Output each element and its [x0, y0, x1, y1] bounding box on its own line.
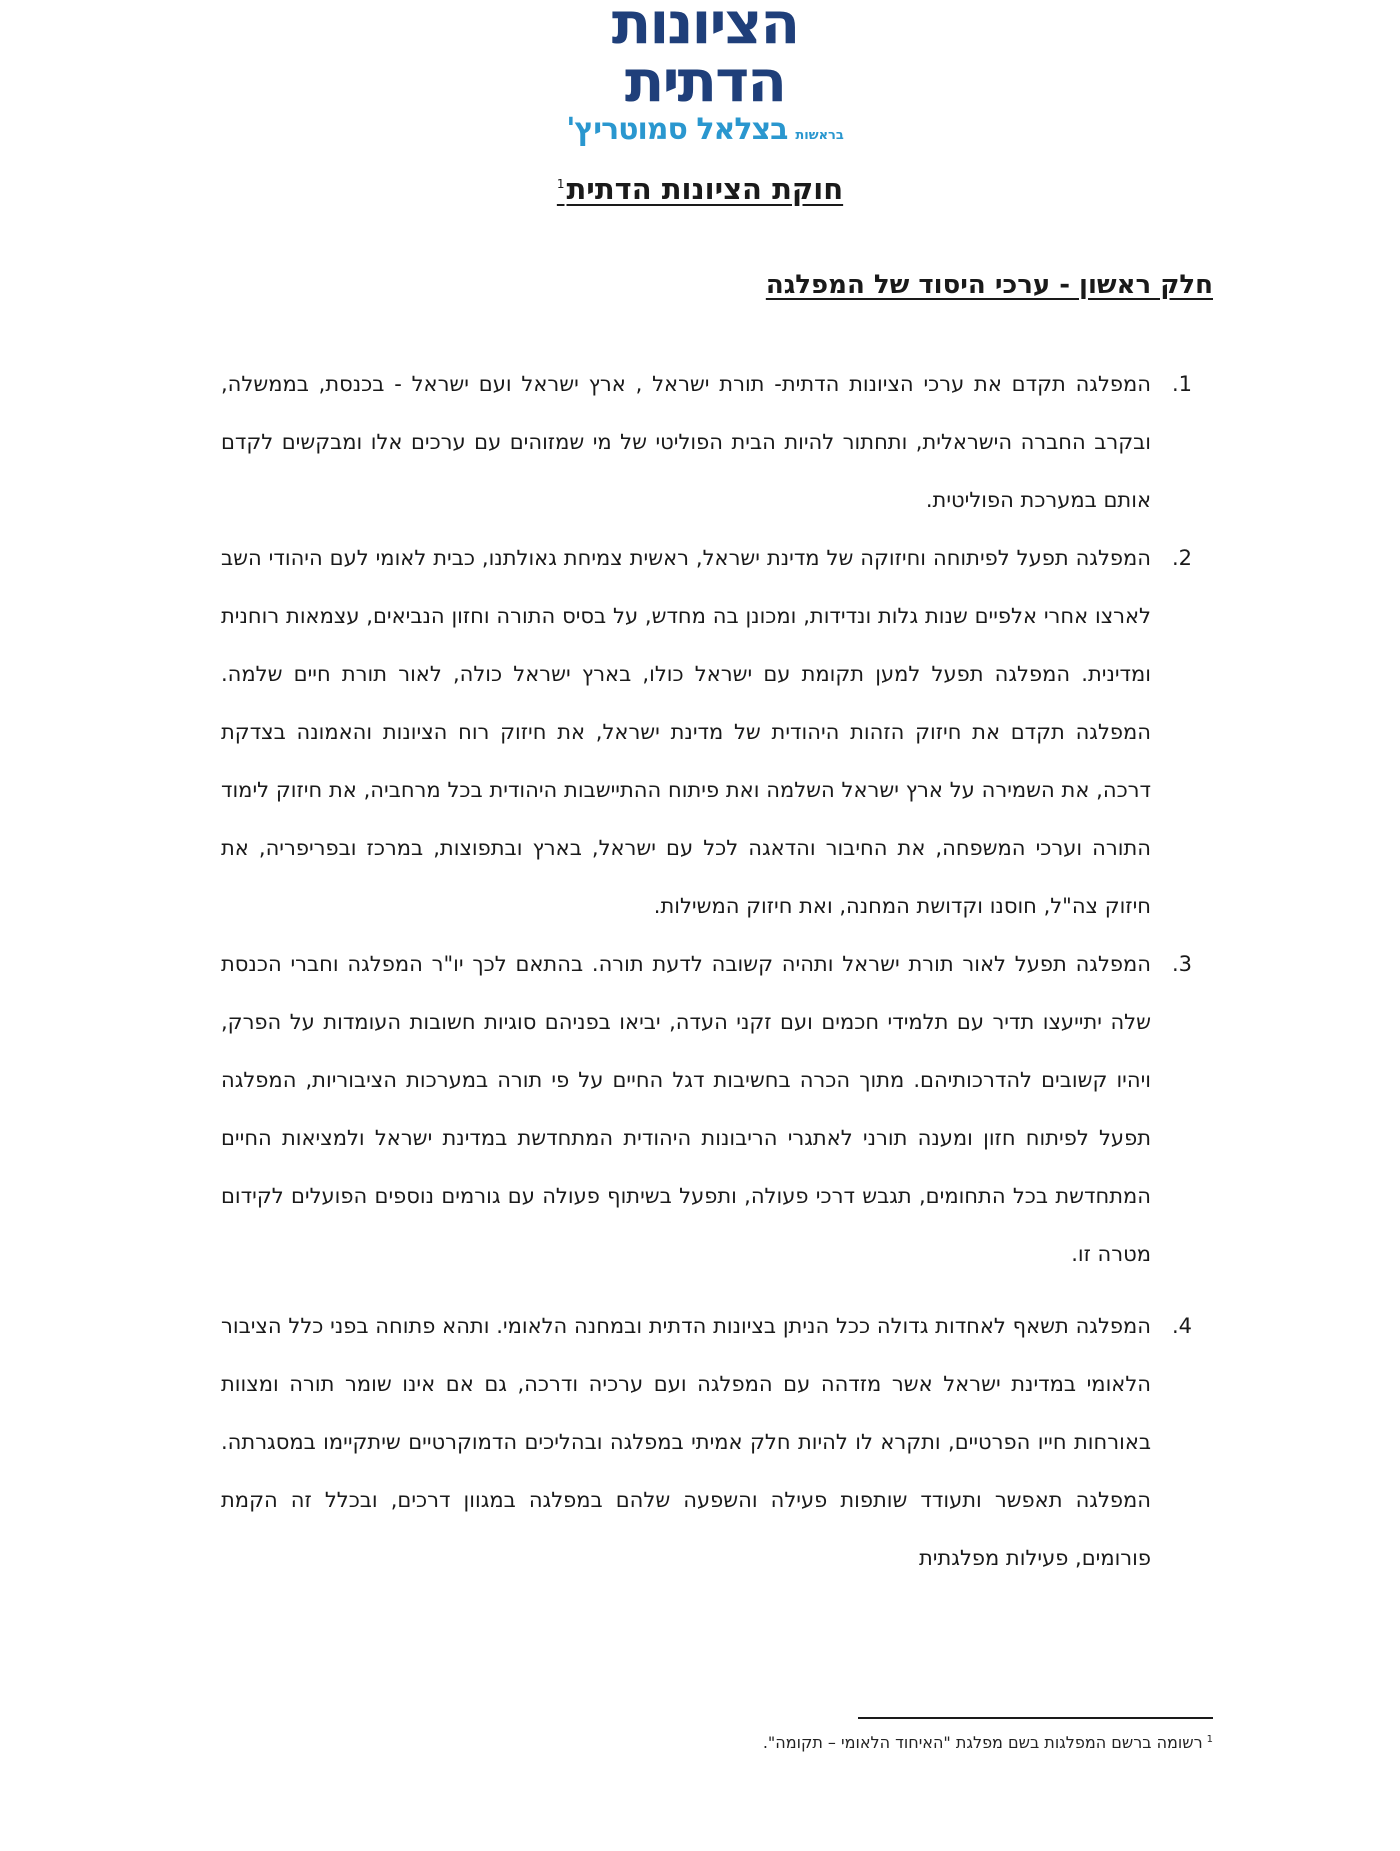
footnote [763, 1733, 1213, 1752]
clause-text: המפלגה תשאף לאחדות גדולה ככל הניתן בציונות הדתית ובמחנה הלאומי. ותהא פתוחה בפני כלל הציבור הלאומי במדינת ישראל אשר מזדהה עם המפלגה ועם ערכיה ודרכה, גם אם אינו שומר תורה ומצוות באורחות חייו הפרטיים, ותקרא לו להיות חלק אמיתי במפלגה ובהליכים הדמוקרטיים שיתקיימו במסגרתה. המפלגה תאפשר ותעודד שותפות פעילה והשפעה שלהם במפלגה במגוון דרכים, ובכלל זה הקמת פורומים, פעילות מפלגתית [221, 1314, 1151, 1570]
clause-3 [193, 935, 1213, 1283]
clause-2 [193, 529, 1213, 935]
footnote-separator [858, 1717, 1213, 1719]
logo-lead-text: בראשות [795, 128, 844, 143]
footnote-mark: 1 [1206, 1733, 1213, 1745]
clause-text: המפלגה תפעל לפיתוחה וחיזוקה של מדינת ישראל, ראשית צמיחת גאולתנו, כבית לאומי לעם היהודי השב לארצו אחרי אלפיים שנות גלות ונדידות, ומכונן בה מחדש, על בסיס התורה וחזון הנביאים, עצמאות רוחנית ומדינית. המפלגה תפעל למען תקומת עם ישראל כולו, בארץ ישראל כולה, לאור תורת חיים שלמה. המפלגה תקדם את חיזוק הזהות היהודית של מדינת ישראל, את חיזוק רוח הציונות והאמונה בצדקת דרכה, את השמירה על ארץ ישראל השלמה ואת פיתוח ההתיישבות היהודית בכל מרחביה, את חיזוק לימוד התורה וערכי המשפחה, את החיבור והדאגה לכל עם ישראל, בארץ ובתפוצות, במרכז ובפריפריה, את חיזוק צה"ל, חוסנו וקדושת המחנה, ואת חיזוק המשילות. [221, 546, 1151, 918]
clause-1 [193, 355, 1213, 529]
party-logo [545, 0, 865, 147]
clause-number: 1. [1171, 372, 1193, 396]
document-title-text: חוקת הציונות הדתית [566, 172, 844, 206]
footnote-text: רשומה ברשם המפלגות בשם מפלגת "האיחוד הלאומי – תקומה". [762, 1733, 1203, 1752]
logo-leader-name: בצלאל סמוטריץ' [566, 112, 788, 147]
clause-text: המפלגה תקדם את ערכי הציונות הדתית- תורת ישראל , ארץ ישראל ועם ישראל - בכנסת, בממשלה, ובקרב החברה הישראלית, ותחתור להיות הבית הפוליטי של מי שמזוהים עם ערכים אלו ומבקשים לקדם אותם במערכת הפוליטית. [221, 372, 1151, 512]
clause-4 [193, 1297, 1213, 1587]
clause-number: 4. [1171, 1314, 1193, 1338]
clause-number: 3. [1171, 952, 1193, 976]
document-title [0, 172, 1400, 206]
section-heading: חלק ראשון - ערכי היסוד של המפלגה [765, 270, 1213, 300]
clause-number: 2. [1171, 546, 1193, 570]
clause-text: המפלגה תפעל לאור תורת ישראל ותהיה קשובה לדעת תורה. בהתאם לכך יו"ר המפלגה וחברי הכנסת שלה יתייעצו תדיר עם תלמידי חכמים ועם זקני העדה, יביאו בפניהם סוגיות חשובות העומדות על הפרק, ויהיו קשובים להדרכותיהם. מתוך הכרה בחשיבות דגל החיים על פי תורה במערכות הציבוריות, המפלגה תפעל לפיתוח חזון ומענה תורני לאתגרי הריבונות היהודית המתחדשת במדינת ישראל ולמציאות החיים המתחדשת בכל התחומים, תגבש דרכי פעולה, ותפעל בשיתוף פעולה עם גורמים נוספים הפועלים לקידום מטרה זו. [221, 952, 1151, 1266]
title-footnote-mark: 1 [556, 177, 565, 192]
logo-subtitle [545, 112, 865, 147]
clause-list [193, 355, 1213, 1587]
logo-main-text: הציונות הדתית [611, 0, 799, 115]
